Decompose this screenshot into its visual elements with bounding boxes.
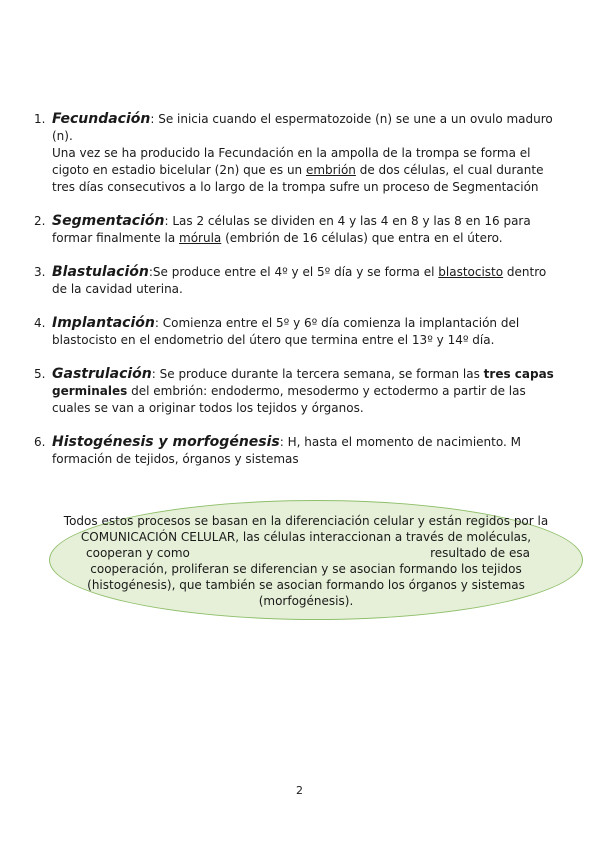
item-text: (embrión de 16 células) que entra en el útero. — [221, 231, 503, 245]
page-number: 2 — [296, 784, 303, 797]
summary-line: (morfogénesis). — [258, 594, 354, 608]
underlined-term: embrión — [305, 163, 356, 177]
underlined-term: mórula — [179, 231, 222, 245]
summary-line-part: resultado de esa — [430, 546, 530, 560]
summary-line: cooperación, proliferan se diferencian y se asocian formando los tejidos — [90, 562, 522, 576]
item-text: : Se inicia cuando el espermatozoide (n) se une a un ovulo maduro (n). — [52, 112, 553, 143]
item-text: del embrión: endodermo, mesodermo y ectodermo a partir de las cuales se van a originar todos los tejidos y órganos. — [52, 384, 526, 415]
item-text: : Las 2 células se dividen en 4 y las 4 en 8 y las 8 en 16 para formar finalmente la — [52, 214, 531, 245]
list-item-blastulacion — [34, 264, 564, 298]
item-term: Segmentación — [52, 213, 165, 229]
item-text: Una vez se ha producido la Fecundación en la ampolla de la trompa se forma el cigoto en estadio bicelular (2n) que es un — [52, 146, 531, 177]
summary-line: (histogénesis), que también se asocian formando los órganos y sistemas — [87, 578, 525, 592]
list-item-implantacion — [34, 315, 564, 349]
item-term: Gastrulación — [52, 366, 152, 382]
summary-line-3 — [58, 545, 554, 561]
development-stages-list — [34, 111, 564, 468]
item-number: 6. — [34, 435, 46, 449]
list-item-histogenesis — [34, 434, 564, 468]
item-term: Blastulación — [52, 264, 149, 280]
bold-term: tres capas germinales — [52, 367, 554, 398]
list-item-fecundacion — [34, 111, 564, 196]
item-number: 5. — [34, 367, 46, 381]
summary-line-part: cooperan y como — [86, 546, 190, 560]
item-text: : H, hasta el momento de nacimiento. M formación de tejidos, órganos y sistemas — [52, 435, 521, 466]
item-number: 4. — [34, 316, 46, 330]
item-text: : Comienza entre el 5º y 6º día comienza la implantación del blastocisto en el endometrio del útero que termina entre el 13º y 14º día. — [52, 316, 520, 347]
summary-line: Todos estos procesos se basan en la diferenciación celular y están regidos por la — [63, 514, 549, 528]
item-number: 2. — [34, 214, 46, 228]
summary-line: COMUNICACIÓN CELULAR, las células interaccionan a través de moléculas, — [80, 530, 532, 544]
underlined-term: blastocisto — [438, 265, 504, 279]
summary-text — [58, 513, 554, 609]
item-text: dentro de la cavidad uterina. — [52, 265, 547, 296]
item-text: :Se produce entre el 4º y el 5º día y se forma el — [148, 265, 439, 279]
list-item-segmentacion — [34, 213, 564, 247]
item-number: 3. — [34, 265, 46, 279]
item-term: Fecundación — [52, 111, 151, 127]
list-item-gastrulacion — [34, 366, 564, 417]
item-text: de dos células, el cual durante tres días consecutivos a lo largo de la trompa sufre un proceso de Segmentación — [52, 163, 544, 194]
item-number: 1. — [34, 112, 46, 126]
item-term: Histogénesis y morfogénesis — [52, 434, 280, 450]
item-text: : Se produce durante la tercera semana, se forman las — [151, 367, 484, 381]
item-term: Implantación — [52, 315, 155, 331]
